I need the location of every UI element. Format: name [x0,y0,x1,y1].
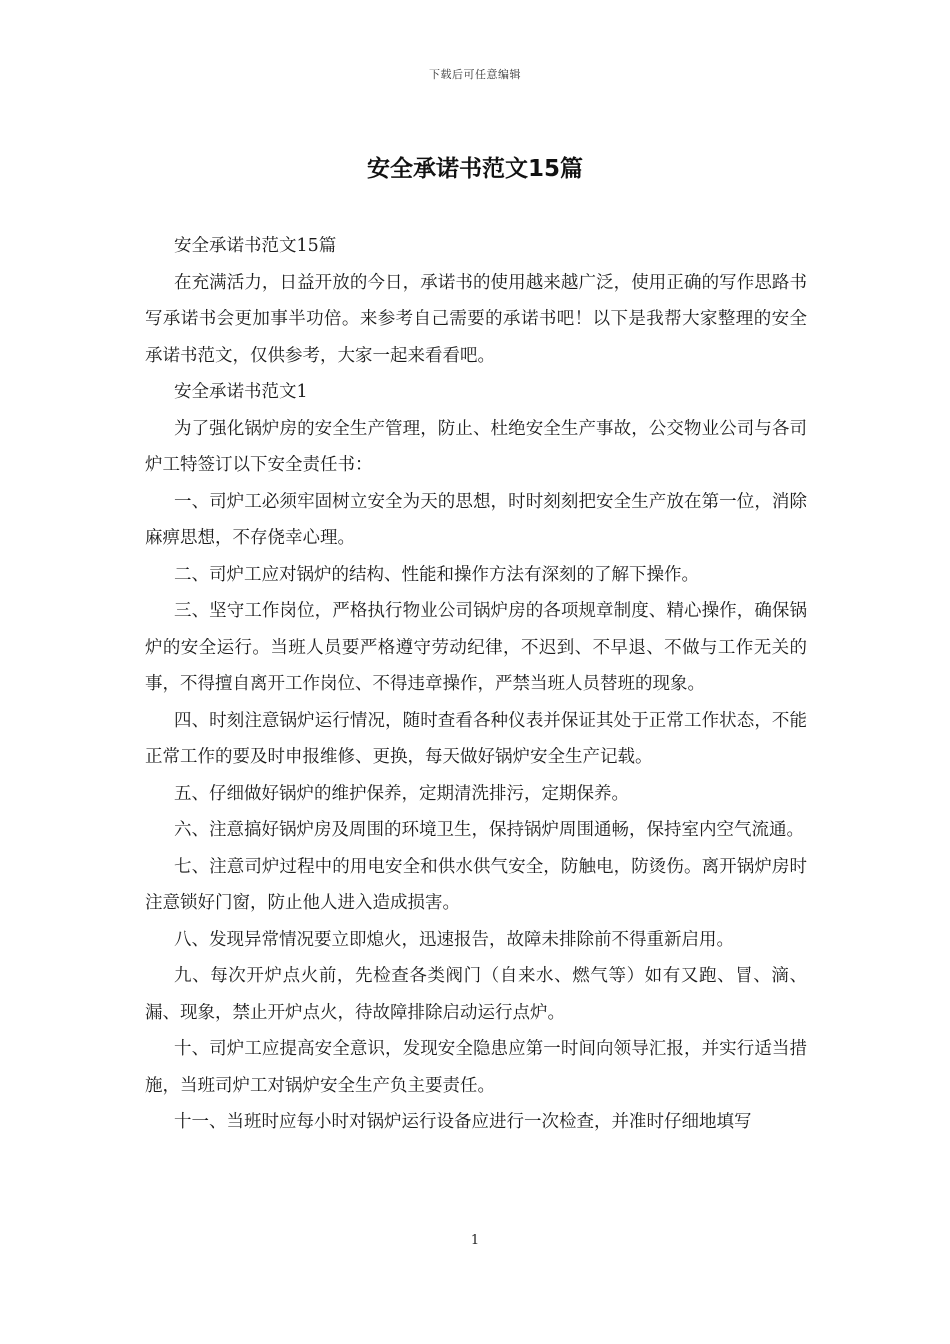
page-number: 1 [470,1233,480,1248]
paragraph-item-3: 三、坚守工作岗位，严格执行物业公司锅炉房的各项规章制度、精心操作，确保锅炉的安全运行。当班人员要严格遵守劳动纪律，不迟到、不早退、不做与工作无关的事，不得擅自离开工作岗位、不得违章操作，严禁当班人员替班的现象。 [145,601,807,694]
paragraph-item-7: 七、注意司炉过程中的用电安全和供水供气安全，防触电，防烫伤。离开锅炉房时注意锁好门窗，防止他人进入造成损害。 [145,856,807,913]
paragraph-item-1: 一、司炉工必须牢固树立安全为天的思想，时时刻刻把安全生产放在第一位，消除麻痹思想，不存侥幸心理。 [145,491,807,548]
paragraph-item-4: 四、时刻注意锅炉运行情况，随时查看各种仪表并保证其处于正常工作状态，不能正常工作的要及时申报维修、更换，每天做好锅炉安全生产记载。 [145,710,807,767]
paragraph-intro-title: 安全承诺书范文15篇 [174,236,337,256]
paragraph-section-heading: 安全承诺书范文1 [174,382,308,402]
paragraph-item-10: 十、司炉工应提高安全意识，发现安全隐患应第一时间向领导汇报，并实行适当措施，当班司炉工对锅炉安全生产负主要责任。 [145,1039,807,1096]
paragraph-item-8: 八、发现异常情况要立即熄火，迅速报告，故障未排除前不得重新启用。 [174,929,734,950]
paragraph-intro: 在充满活力，日益开放的今日，承诺书的使用越来越广泛，使用正确的写作思路书写承诺书会更加事半功倍。来参考自己需要的承诺书吧！以下是我帮大家整理的安全承诺书范文，仅供参考，大家一起来看看吧。 [145,272,807,366]
paragraph-item-11: 十一、当班时应每小时对锅炉运行设备应进行一次检查，并准时仔细地填写 [174,1112,752,1132]
paragraph-item-9: 九、每次开炉点火前，先检查各类阀门（自来水、燃气等）如有又跑、冒、滴、漏、现象，禁止开炉点火，待故障排除启动运行点炉。 [145,966,807,1023]
paragraph-item-2: 二、司炉工应对锅炉的结构、性能和操作方法有深刻的了解下操作。 [174,564,699,585]
paragraph-preamble: 为了强化锅炉房的安全生产管理，防止、杜绝安全生产事故，公交物业公司与各司炉工特签订以下安全责任书： [145,418,807,475]
paragraph-item-6: 六、注意搞好锅炉房及周围的环境卫生，保持锅炉周围通畅，保持室内空气流通。 [174,820,804,840]
paragraph-item-5: 五、仔细做好锅炉的维护保养，定期清洗排污，定期保养。 [174,783,629,804]
document-body [145,228,807,1141]
document-title: 安全承诺书范文15篇 [366,156,583,182]
header-note: 下载后可任意编辑 [429,68,521,81]
